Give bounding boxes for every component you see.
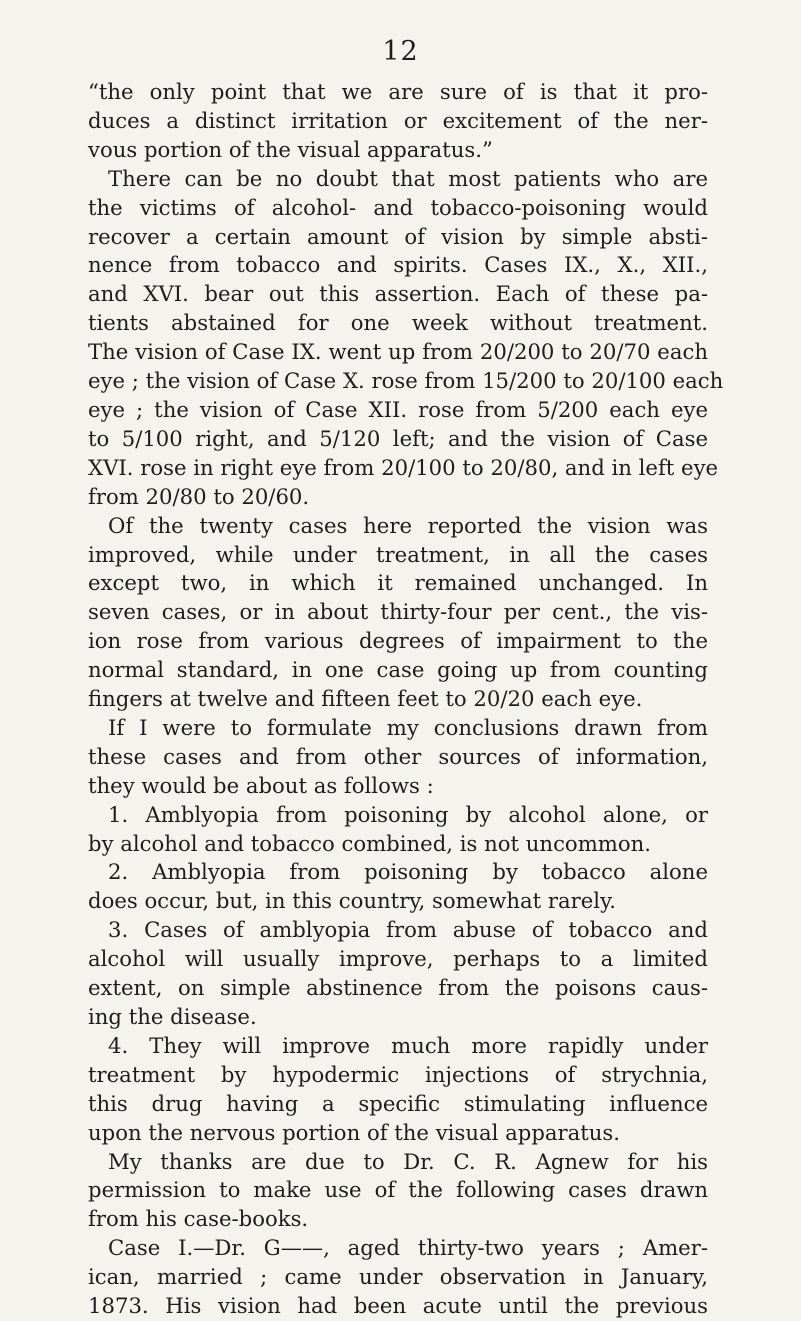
text-line: Of the twenty cases here reported the vision was — [108, 512, 708, 538]
page-number: 12 — [382, 36, 419, 67]
text-line: except two, in which it remained unchanged. In — [88, 570, 708, 596]
text-line: fingers at twelve and fifteen feet to 20/20 each eye. — [88, 686, 643, 712]
text-line: There can be no doubt that most patients who are — [108, 165, 708, 191]
text-line: does occur, but, in this country, somewhat rarely. — [88, 888, 616, 914]
text-line: The vision of Case IX. went up from 20/200 to 20/70 each — [88, 339, 708, 365]
text-line: ing the disease. — [88, 1004, 257, 1029]
text-line: eye ; the vision of Case X. rose from 15/200 to 20/100 each — [88, 368, 724, 394]
text-line: upon the nervous portion of the visual apparatus. — [88, 1119, 621, 1145]
text-line: seven cases, or in about thirty-four per cent., the vis- — [88, 599, 708, 625]
text-line: they would be about as follows : — [88, 772, 434, 798]
text-line: improved, while under treatment, in all the cases — [88, 541, 708, 567]
text-line: nence from tobacco and spirits. Cases IX., X., XII., — [88, 252, 708, 278]
text-line: My thanks are due to Dr. C. R. Agnew for his — [108, 1148, 708, 1174]
text-line: by alcohol and tobacco combined, is not uncommon. — [88, 830, 652, 856]
text-line: tients abstained for one week without treatment. — [88, 310, 708, 336]
text-line: from 20/80 to 20/60. — [88, 483, 310, 509]
text-line: Case I.—Dr. G——, aged thirty-two years ; Amer- — [108, 1235, 708, 1261]
text-line: 1. Amblyopia from poisoning by alcohol alone, or — [108, 801, 708, 827]
text-line: 4. They will improve much more rapidly under — [108, 1032, 708, 1058]
text-line: recover a certain amount of vision by simple absti- — [88, 223, 708, 249]
text-line: ion rose from various degrees of impairment to the — [88, 628, 708, 654]
text-line: permission to make use of the following cases drawn — [88, 1177, 708, 1203]
text-line: duces a distinct irritation or excitement of the ner- — [88, 107, 708, 133]
text-line: eye ; the vision of Case XII. rose from 5/200 each eye — [88, 396, 708, 422]
text-line: “the only point that we are sure of is that it pro- — [88, 79, 708, 104]
text-line: ican, married ; came under observation in January, — [88, 1264, 708, 1290]
text-line: If I were to formulate my conclusions drawn from — [108, 714, 708, 740]
text-line: and XVI. bear out this assertion. Each of these pa- — [88, 281, 708, 307]
text-line: the victims of alcohol- and tobacco-poisoning would — [88, 194, 708, 220]
text-line: this drug having a specific stimulating influence — [88, 1090, 708, 1116]
text-line: these cases and from other sources of information, — [88, 743, 708, 769]
text-line: 1873. His vision had been acute until the previous — [88, 1293, 708, 1319]
text-line: normal standard, in one case going up from counting — [88, 657, 708, 683]
text-line: extent, on simple abstinence from the poisons caus- — [88, 975, 708, 1001]
text-line: alcohol will usually improve, perhaps to a limited — [88, 946, 708, 972]
text-line: treatment by hypodermic injections of strychnia, — [88, 1061, 708, 1087]
text-line: 3. Cases of amblyopia from abuse of tobacco and — [108, 917, 708, 943]
text-line: XVI. rose in right eye from 20/100 to 20/80, and in left eye — [88, 454, 719, 480]
text-line: from his case-books. — [88, 1206, 309, 1232]
text-line: to 5/100 right, and 5/120 left; and the vision of Case — [88, 425, 708, 451]
text-line: vous portion of the visual apparatus.” — [88, 136, 493, 162]
body-text — [88, 78, 724, 1321]
text-line: 2. Amblyopia from poisoning by tobacco alone — [108, 859, 708, 885]
